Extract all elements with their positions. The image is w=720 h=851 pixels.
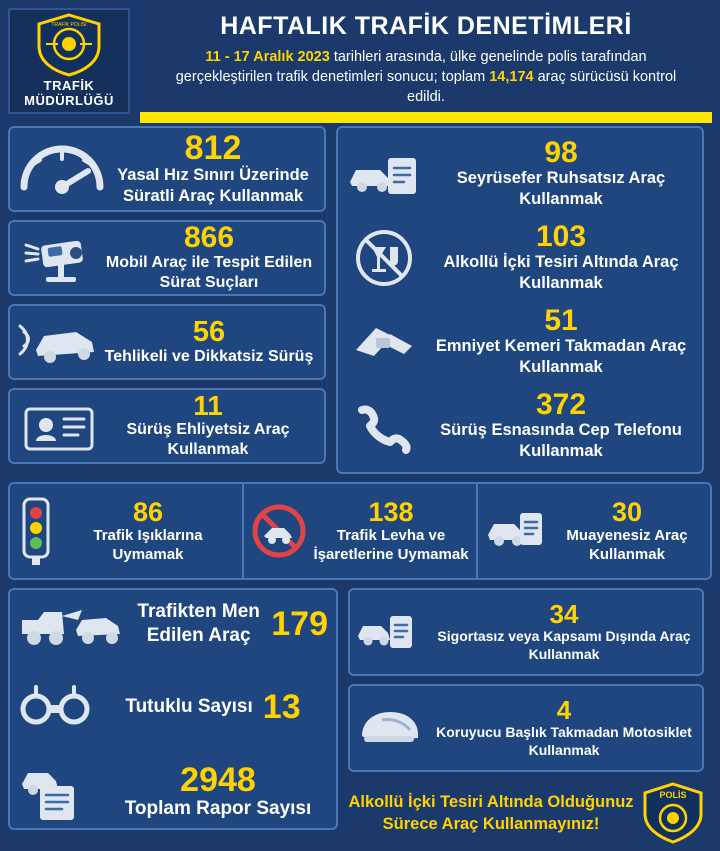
stat-label: Muayenesiz Araç Kullanmak xyxy=(566,526,688,563)
police-badge-icon xyxy=(642,782,704,844)
warning-text: Alkollü İçki Tesiri Altında Olduğunuz Sürece Araç Kullanmayınız! xyxy=(348,793,634,833)
stat-card-mobile-radar xyxy=(8,220,326,296)
main-columns xyxy=(8,126,712,474)
stat-value: 866 xyxy=(183,221,235,254)
driver-license-icon xyxy=(18,401,100,451)
right-stats-card xyxy=(336,126,704,474)
strip-card-group xyxy=(8,482,712,580)
stat-label: Emniyet Kemeri Takmadan Araç Kullanmak xyxy=(435,337,687,376)
logo-text xyxy=(24,78,114,108)
stat-value: 13 xyxy=(262,687,301,726)
header-main xyxy=(140,8,712,123)
stat-value: 11 xyxy=(193,390,223,421)
stat-value: 372 xyxy=(535,388,587,421)
date-range: 11 - 17 Aralık 2023 xyxy=(205,49,330,65)
stat-label: Yasal Hız Sınırı Üzerinde Süratli Araç Kullanmak xyxy=(117,166,309,205)
stat-label: Tutuklu Sayısı xyxy=(125,696,253,717)
stat-card-phone-use xyxy=(346,390,694,462)
car-inspection-icon xyxy=(484,505,546,557)
stat-label: Seyrüsefer Ruhsatsız Araç Kullanmak xyxy=(456,169,666,208)
subtitle-text-2: araç sürücüsü kontrol edildi. xyxy=(407,69,677,105)
svg-text:TRAFİK POLİSİ: TRAFİK POLİSİ xyxy=(51,22,87,28)
bottom-right-column xyxy=(348,588,704,844)
stat-row xyxy=(136,600,328,648)
stat-text xyxy=(428,306,694,378)
logo-text-line2: MÜDÜRLÜĞÜ xyxy=(24,93,114,108)
stat-row xyxy=(98,688,328,727)
svg-text:POLİS: POLİS xyxy=(659,790,687,800)
stat-text xyxy=(432,601,696,663)
stat-text xyxy=(100,392,316,460)
stat-value: 2948 xyxy=(180,761,256,799)
stat-value: 98 xyxy=(544,136,578,169)
stat-card-signs xyxy=(242,484,476,578)
stat-label: Sürüş Ehliyetsiz Araç Kullanmak xyxy=(126,421,290,458)
stat-card-no-license xyxy=(8,388,326,464)
stat-text xyxy=(428,138,694,210)
bottom-left-card xyxy=(8,588,338,830)
stat-value: 812 xyxy=(184,129,242,167)
no-alcohol-icon xyxy=(346,227,422,289)
seatbelt-icon xyxy=(346,320,422,364)
stat-text xyxy=(102,223,316,293)
stat-text xyxy=(428,222,694,294)
report-car-icon xyxy=(18,762,102,822)
stat-card-total-reports xyxy=(18,762,328,822)
bottom-section xyxy=(8,588,712,844)
stat-label: Trafikten Men Edilen Araç xyxy=(137,601,260,646)
stat-text xyxy=(432,697,696,759)
stat-text xyxy=(136,600,328,648)
stat-value: 51 xyxy=(544,304,578,337)
stat-label: Trafik Işıklarına Uymamak xyxy=(93,526,203,563)
stat-value: 86 xyxy=(132,496,164,527)
stat-value: 30 xyxy=(611,496,643,527)
stat-text xyxy=(550,496,704,564)
speedometer-icon xyxy=(18,141,110,197)
stat-label: Mobil Araç ile Tespit Edilen Sürat Suçları xyxy=(105,254,313,291)
stat-label: Sürüş Esnasında Cep Telefonu Kullanmak xyxy=(440,421,682,460)
stat-card-dangerous-driving xyxy=(8,304,326,380)
stat-text xyxy=(102,315,316,367)
stat-card-no-registration xyxy=(346,138,694,210)
stat-label: Tehlikeli ve Dikkatsiz Sürüş xyxy=(104,347,314,365)
stat-label: Sigortasız veya Kapsamı Dışında Araç Kullanmak xyxy=(437,628,691,662)
stat-card-no-insurance xyxy=(348,588,704,676)
warning-banner xyxy=(348,782,704,844)
stat-card-traffic-lights xyxy=(10,484,242,578)
logo-box xyxy=(8,8,130,114)
stat-card-speeding xyxy=(8,126,326,212)
stat-value: 56 xyxy=(192,315,226,348)
right-column xyxy=(336,126,704,474)
stat-text xyxy=(108,763,328,821)
header xyxy=(8,8,712,118)
stat-label: Trafik Levha ve İşaretlerine Uymamak xyxy=(313,526,469,563)
logo-text-line1: TRAFİK xyxy=(43,78,95,93)
page-title: HAFTALIK TRAFİK DENETİMLERİ xyxy=(220,12,632,40)
stat-text xyxy=(110,131,316,207)
insurance-document-icon xyxy=(356,608,426,656)
radar-camera-icon xyxy=(18,233,102,283)
stat-text xyxy=(428,390,694,462)
yellow-divider xyxy=(140,112,712,123)
helmet-icon xyxy=(356,706,426,750)
stat-text xyxy=(98,688,328,727)
stat-value: 4 xyxy=(556,695,572,725)
left-column xyxy=(8,126,326,474)
crashed-car-icon xyxy=(18,316,102,368)
car-document-icon xyxy=(346,148,422,200)
stat-card-arrests xyxy=(18,683,328,731)
stat-card-drunk-driving xyxy=(346,222,694,294)
strip-wrap xyxy=(10,484,710,578)
stat-value: 34 xyxy=(549,599,579,629)
stat-card-impounded-vehicles xyxy=(18,596,328,652)
traffic-light-icon xyxy=(16,495,56,567)
total-count: 14,174 xyxy=(489,69,534,85)
stat-card-no-seatbelt xyxy=(346,306,694,378)
stat-card-no-helmet xyxy=(348,684,704,772)
header-subtitle xyxy=(166,47,686,107)
stat-value: 103 xyxy=(535,220,587,253)
stat-label: Alkollü İçki Tesiri Altında Araç Kullanmak xyxy=(443,253,679,292)
subtitle-text-1: tarihleri arasında, ülke genelinde polis tarafından gerçekleştirilen trafik denetimleri sonucu; toplam xyxy=(175,49,647,85)
stat-label: Koruyucu Başlık Takmadan Motosiklet Kullanmak xyxy=(436,724,692,758)
stat-text xyxy=(60,496,236,564)
phone-icon xyxy=(346,402,422,450)
stat-card-no-inspection xyxy=(476,484,710,578)
stat-text xyxy=(312,496,470,564)
stat-label: Toplam Rapor Sayısı xyxy=(124,798,312,819)
tow-truck-icon xyxy=(18,596,130,652)
no-entry-sign-icon xyxy=(250,502,308,560)
stat-value: 138 xyxy=(368,496,414,527)
handcuffs-icon xyxy=(18,683,92,731)
traffic-police-badge-icon xyxy=(36,14,102,76)
stat-value: 179 xyxy=(271,604,328,643)
